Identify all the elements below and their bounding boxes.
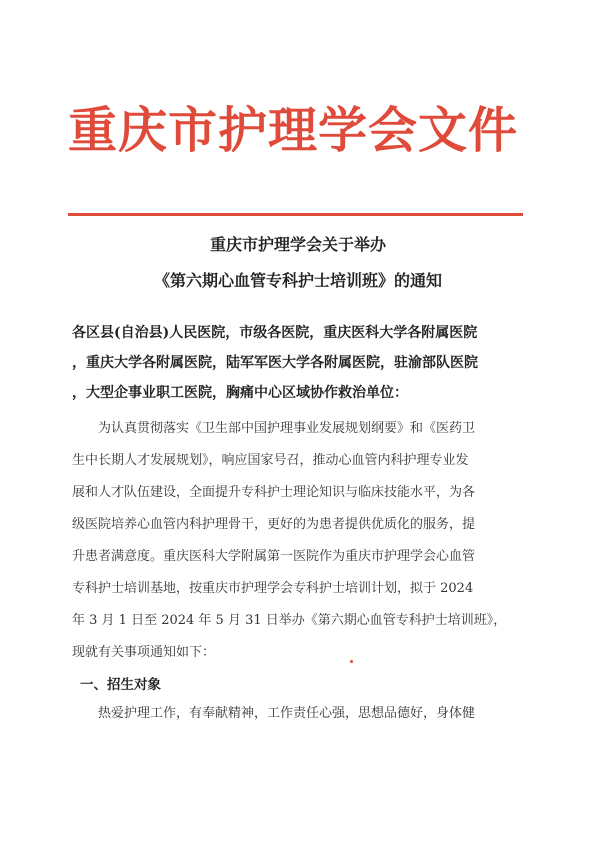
paragraph-line: 热爱护理工作，有奉献精神，工作责任心强，思想品德好，身体健 (72, 706, 476, 721)
body-paragraph-2 (72, 698, 534, 730)
paragraph-line: 级医院培养心血管内科护理骨干，更好的为患者提供优质化的服务，提 (72, 517, 476, 532)
addressee-line: ，大型企事业职工医院，胸痛中心区域协作救治单位： (72, 385, 408, 401)
addressee-block (72, 318, 534, 408)
addressee-line: 各区县(自治县)人民医院，市级各医院，重庆医科大学各附属医院 (72, 325, 478, 341)
section-heading-enrollment: 一、招生对象 (80, 677, 161, 693)
red-ink-dot (350, 660, 353, 663)
paragraph-line: 专科护士培训基地，按重庆市护理学会专科护士培训计划，拟于 2024 (72, 581, 474, 596)
paragraph-line: 升患者满意度。重庆医科大学附属第一医院作为重庆市护理学会心血管 (72, 549, 476, 564)
paragraph-line: 年 3 月 1 日至 2024 年 5 月 31 日举办《第六期心血管专科护士培训班》， (72, 613, 507, 628)
paragraph-line: 展和人才队伍建设，全面提升专科护士理论知识与临床技能水平，为各 (72, 485, 476, 500)
paragraph-line: 为认真贯彻落实《卫生部中国护理事业发展规划纲要》和《医药卫 (72, 421, 476, 436)
notice-title-line-2: 《第六期心血管专科护士培训班》的通知 (153, 271, 442, 290)
addressee-line: ，重庆大学各附属医院，陆军军医大学各附属医院，驻渝部队医院 (72, 355, 478, 371)
paragraph-line: 现就有关事项通知如下： (72, 645, 216, 660)
org-file-title: 重庆市护理学会文件 (68, 101, 519, 159)
paragraph-line: 生中长期人才发展规划》，响应国家号召，推动心血管内科护理专业发 (72, 453, 469, 468)
red-divider-line (68, 213, 523, 216)
body-paragraph-1 (72, 413, 534, 669)
notice-title-line-1: 重庆市护理学会关于举办 (209, 235, 386, 254)
